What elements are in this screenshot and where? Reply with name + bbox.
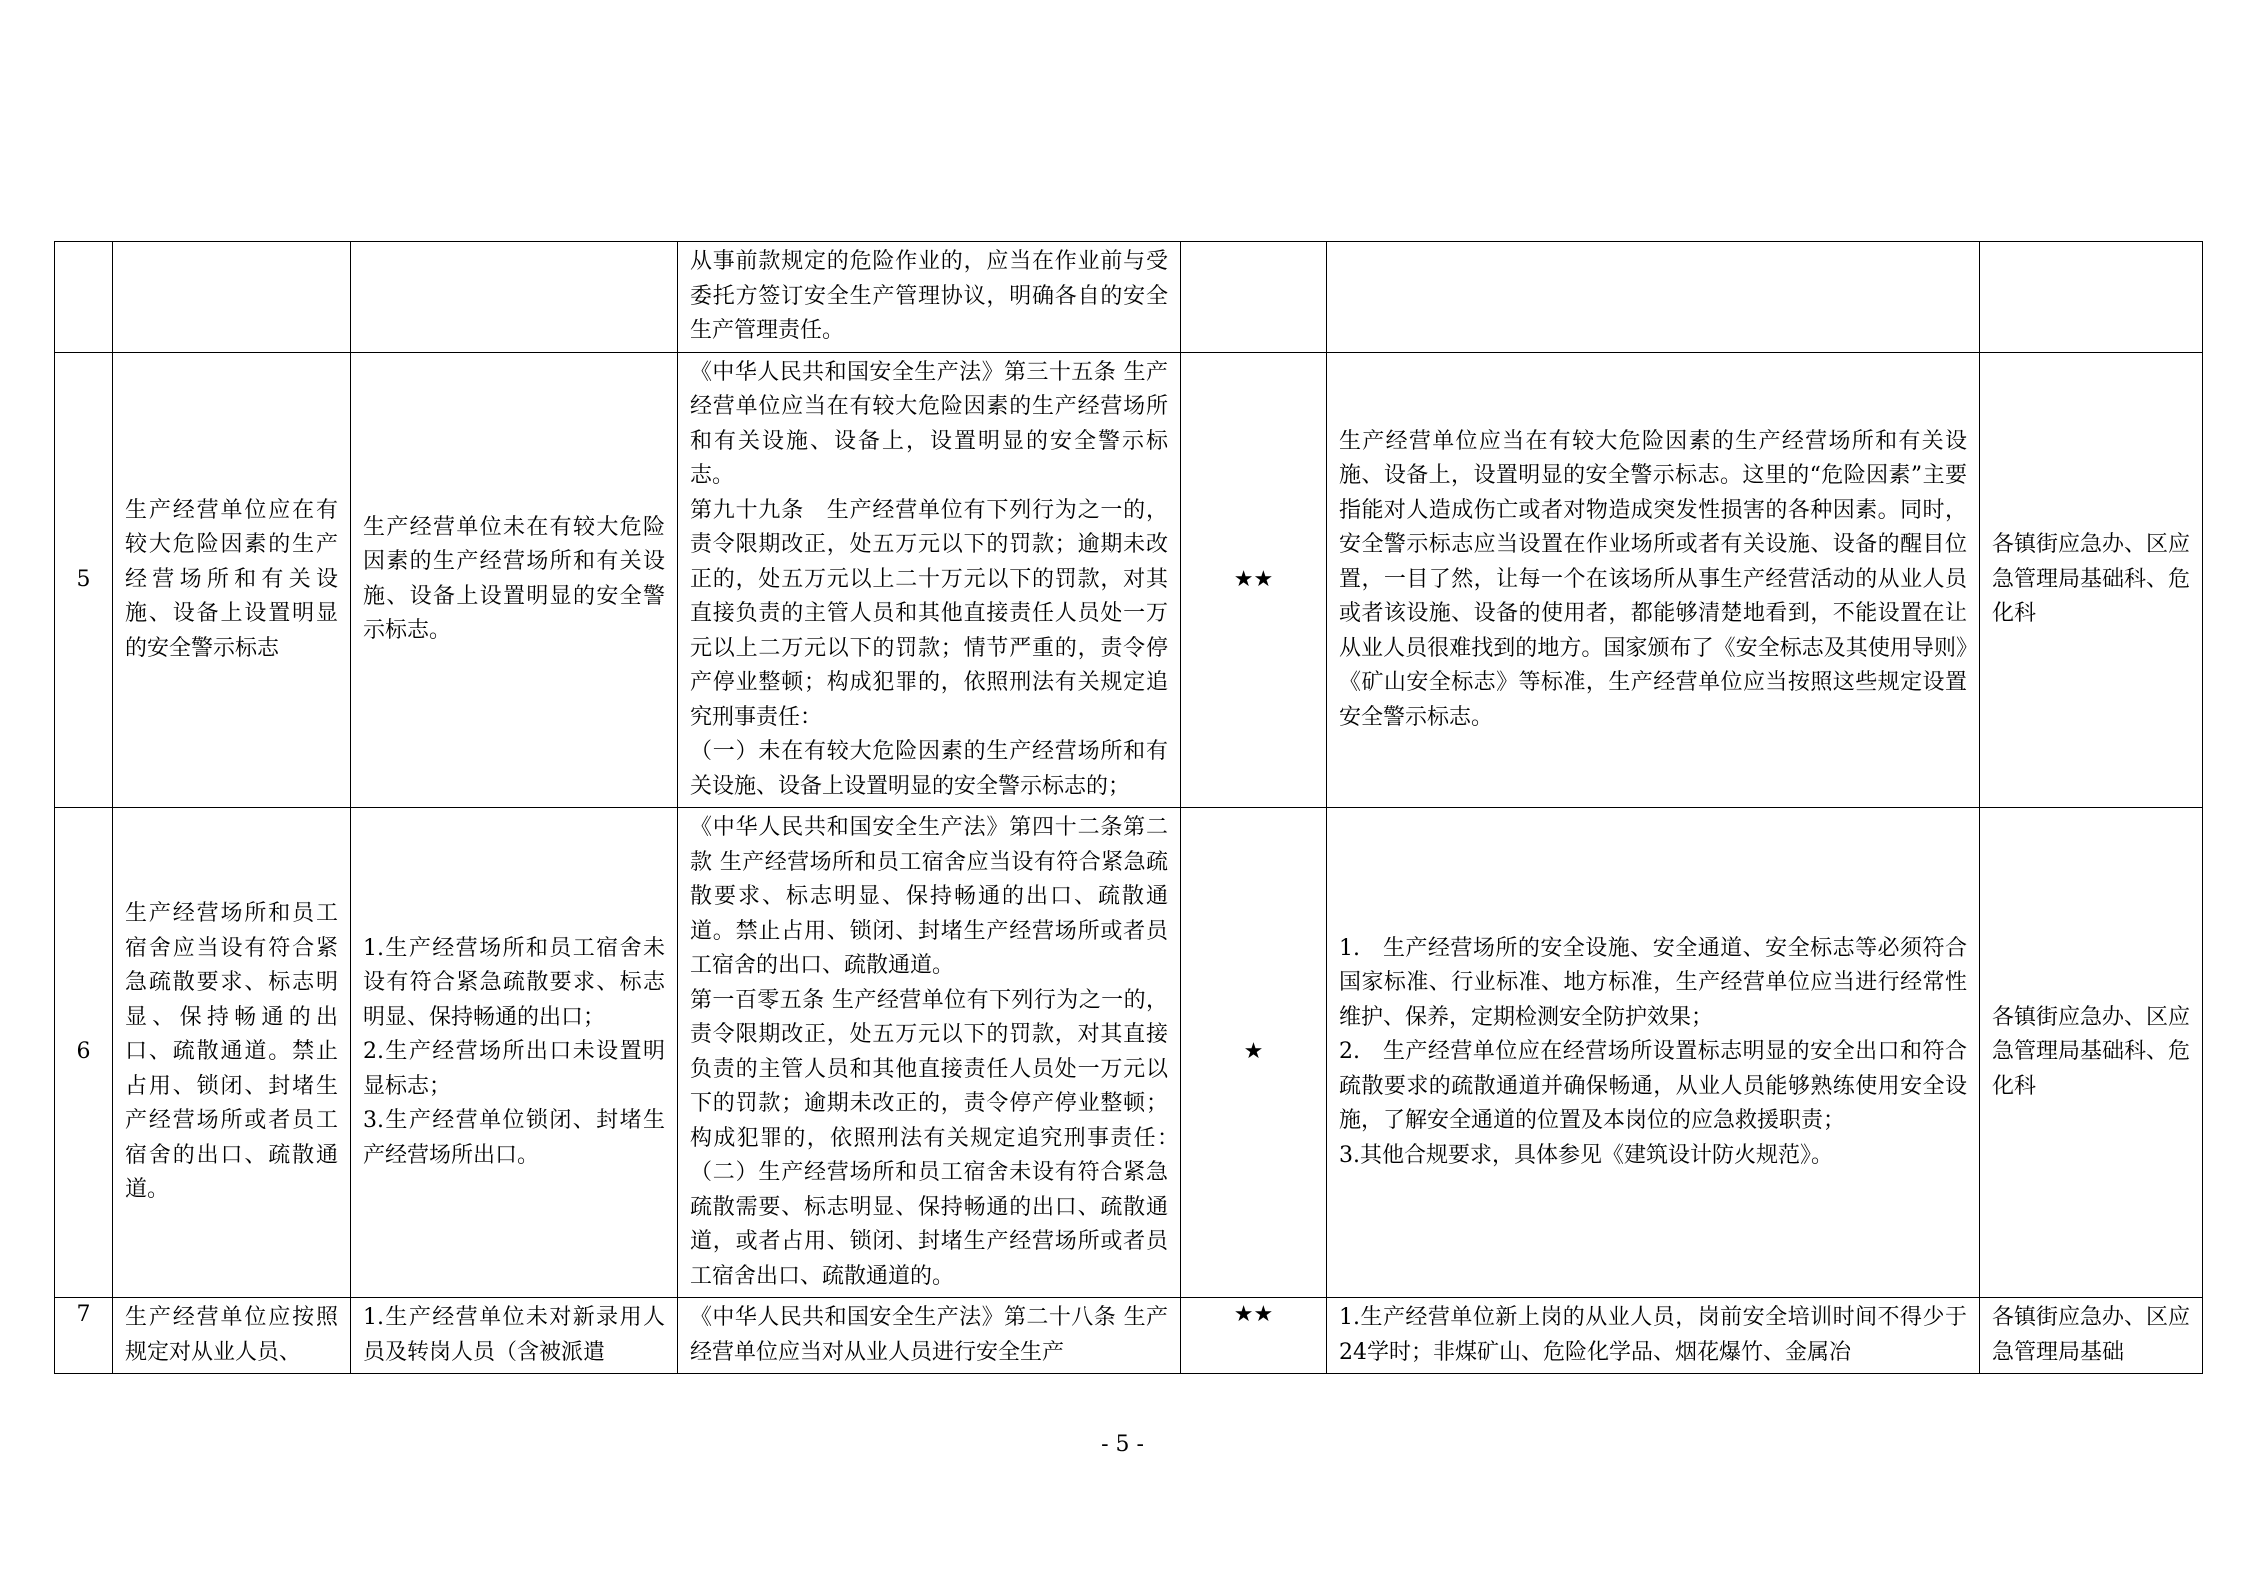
cell-violation (351, 1298, 678, 1374)
cell-rating (1181, 1298, 1327, 1374)
paragraph: 1.生产经营场所和员工宿舍未设有符合紧急疏散要求、标志明显、保持畅通的出口； (363, 935, 665, 1030)
table-row (55, 1298, 2203, 1374)
paragraph: 1. 生产经营场所的安全设施、安全通道、安全标志等必须符合国家标准、行业标准、地方标准，生产经营单位应当进行经常性维护、保养，定期检测安全防护效果； (1339, 935, 1967, 1030)
paragraph: 《中华人民共和国安全生产法》第三十五条 生产经营单位应当在有较大危险因素的生产经营场所和有关设施、设备上，设置明显的安全警示标志。 (690, 359, 1168, 488)
cell-rating (1181, 808, 1327, 1298)
cell-text: 生产经营单位应按照规定对从业人员、 (125, 1305, 338, 1365)
table-row (55, 808, 2203, 1298)
paragraph: 第一百零五条 生产经营单位有下列行为之一的，责令限期改正，处五万元以下的罚款，对其直接负责的主管人员和其他直接责任人员处一万元以下的罚款；逾期未改正的，责令停产停业整顿；构成犯罪的，依照刑法有关规定追究刑事责任： （二）生产经营场所和员工宿舍未设有符合紧急疏散需要、标志明显、保持畅通的出口、疏散通道，或者占用、锁闭、封堵生产经营场所或者员工宿舍出口、疏散通道的。 (690, 987, 1191, 1289)
cell-department (1980, 352, 2203, 808)
cell-guidance (1327, 242, 1980, 353)
paragraph: 2.生产经营场所出口未设置明显标志； (363, 1039, 665, 1099)
paragraph: 生产经营单位应当在有较大危险因素的生产经营场所和有关设施、设备上，设置明显的安全警示标志。这里的“危险因素”主要指能对人造成伤亡或者对物造成突发性损害的各种因素。同时，安全警示标志应当设置在作业场所或者有关设施、设备的醒目位置，一目了然，让每一个在该场所从事生产经营活动的从业人员或者该设施、设备的使用者，都能够清楚地看到，不能设置在让从业人员很难找到的地方。国家颁布了《安全标志及其使用导则》《矿山安全标志》等标准，生产经营单位应当按照这些规定设置安全警示标志。 (1339, 428, 1967, 730)
cell-rating (1181, 242, 1327, 353)
cell-legal-basis (678, 352, 1181, 808)
paragraph: （一）未在有较大危险因素的生产经营场所和有关设施、设备上设置明显的安全警示标志的； (690, 739, 1168, 799)
cell-department (1980, 1298, 2203, 1374)
paragraph: 1.生产经营单位新上岗的从业人员，岗前安全培训时间不得少于24学时；非煤矿山、危险化学品、烟花爆竹、金属冶 (1339, 1305, 1967, 1365)
cell-guidance (1327, 808, 1980, 1298)
cell-text: 生产经营场所和员工宿舍应当设有符合紧急疏散要求、标志明显、保持畅通的出口、疏散通道。禁止占用、锁闭、封堵生产经营场所或者员工宿舍的出口、疏散通道。 (125, 901, 338, 1203)
paragraph: 3.生产经营单位锁闭、封堵生产经营场所出口。 (363, 1108, 665, 1168)
cell-guidance (1327, 1298, 1980, 1374)
table-row (55, 242, 2203, 353)
cell-number (55, 352, 113, 808)
regulation-table (54, 241, 2203, 1374)
cell-number (55, 1298, 113, 1374)
paragraph: 生产经营单位未在有较大危险因素的生产经营场所和有关设施、设备上设置明显的安全警示标志。 (363, 514, 665, 644)
cell-text: 6 (76, 1039, 91, 1065)
cell-violation (351, 352, 678, 808)
cell-department (1980, 808, 2203, 1298)
page-number: - 5 - (1101, 1432, 1144, 1457)
cell-legal-basis (678, 242, 1181, 353)
paragraph: 《中华人民共和国安全生产法》第二十八条 生产经营单位应当对从业人员进行安全生产 (690, 1305, 1168, 1365)
cell-rating (1181, 352, 1327, 808)
star-rating: ★ (1243, 1039, 1264, 1065)
cell-violation (351, 808, 678, 1298)
cell-text: 5 (76, 566, 91, 592)
cell-text: 7 (76, 1302, 91, 1327)
cell-inspection-item (113, 242, 351, 353)
paragraph: 1.生产经营单位未对新录用人员及转岗人员（含被派遣 (363, 1305, 665, 1365)
star-rating: ★★ (1233, 1302, 1274, 1327)
cell-legal-basis (678, 808, 1191, 1298)
cell-text: 各镇街应急办、区应急管理局基础 (1992, 1305, 2191, 1365)
cell-number (55, 808, 113, 1298)
paragraph: 2. 生产经营单位应在经营场所设置标志明显的安全出口和符合疏散要求的疏散通道并确保畅通，从业人员能够熟练使用安全设施，了解安全通道的位置及本岗位的应急救援职责； (1339, 1039, 1967, 1134)
cell-inspection-item (113, 1298, 351, 1374)
star-rating: ★★ (1233, 566, 1274, 592)
paragraph: 第九十九条 生产经营单位有下列行为之一的，责令限期改正，处五万元以下的罚款；逾期未改正的，处五万元以上二十万元以下的罚款，对其直接负责的主管人员和其他直接责任人员处一万元以上二万元以下的罚款；情节严重的，责令停产停业整顿；构成犯罪的，依照刑法有关规定追究刑事责任： (690, 497, 1168, 730)
cell-inspection-item (113, 352, 351, 808)
paragraph: 从事前款规定的危险作业的，应当在作业前与受委托方签订安全生产管理协议，明确各自的安全生产管理责任。 (690, 249, 1168, 343)
cell-violation (351, 242, 678, 353)
table-body (55, 242, 2203, 1374)
cell-text: 生产经营单位应在有较大危险因素的生产经营场所和有关设施、设备上设置明显的安全警示标志 (125, 497, 338, 661)
cell-text: 各镇街应急办、区应急管理局基础科、危化科 (1992, 1004, 2191, 1099)
cell-inspection-item (113, 808, 351, 1298)
cell-guidance (1327, 352, 1980, 808)
cell-number (55, 242, 113, 353)
cell-legal-basis (678, 1298, 1181, 1374)
cell-text: 各镇街应急办、区应急管理局基础科、危化科 (1992, 532, 2191, 626)
table-row (55, 352, 2203, 808)
paragraph: 《中华人民共和国安全生产法》第四十二条第二款 生产经营场所和员工宿舍应当设有符合紧急疏散要求、标志明显、保持畅通的出口、疏散通道。禁止占用、锁闭、封堵生产经营场所或者员工宿舍的出口、疏散通道。 (690, 815, 1168, 978)
cell-department (1980, 242, 2203, 353)
paragraph: 3.其他合规要求，具体参见《建筑设计防火规范》。 (1339, 1142, 1833, 1168)
